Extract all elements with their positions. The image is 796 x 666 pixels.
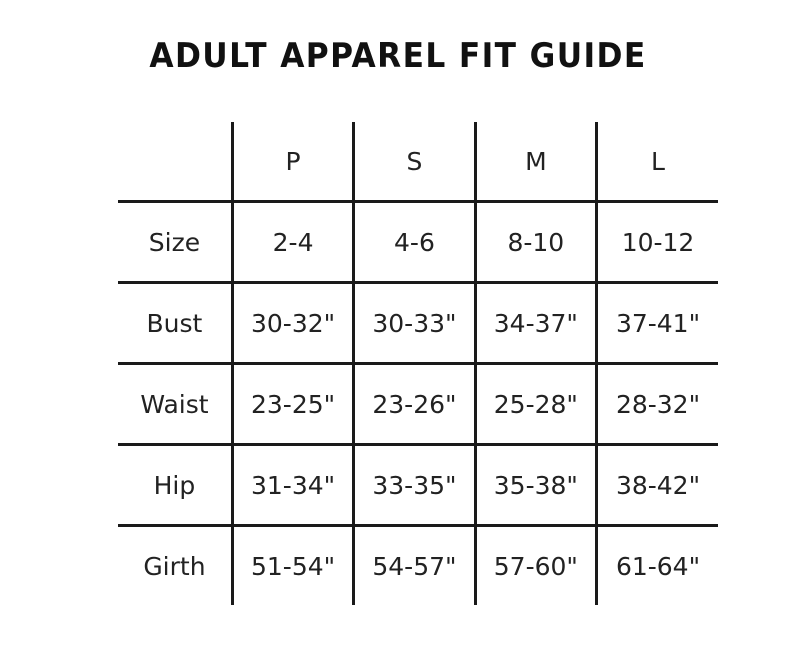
table-row [118, 526, 718, 606]
cell-bust-p: 30-32" [232, 283, 353, 364]
cell-size-s: 4-6 [354, 202, 475, 283]
table-row [118, 445, 718, 526]
table-header-row [118, 122, 718, 202]
size-chart-container [118, 122, 718, 605]
row-label-hip: Hip [118, 445, 232, 526]
table-row [118, 364, 718, 445]
table-row [118, 283, 718, 364]
column-header-l: L [597, 122, 718, 202]
cell-waist-p: 23-25" [232, 364, 353, 445]
cell-waist-l: 28-32" [597, 364, 718, 445]
cell-size-m: 8-10 [475, 202, 596, 283]
cell-girth-p: 51-54" [232, 526, 353, 606]
row-label-waist: Waist [118, 364, 232, 445]
cell-waist-s: 23-26" [354, 364, 475, 445]
cell-size-l: 10-12 [597, 202, 718, 283]
cell-bust-s: 30-33" [354, 283, 475, 364]
row-label-size: Size [118, 202, 232, 283]
row-label-girth: Girth [143, 551, 206, 581]
column-header-p: P [232, 122, 353, 202]
cell-girth-l: 61-64" [597, 526, 718, 606]
cell-waist-m: 25-28" [475, 364, 596, 445]
row-label-bust: Bust [118, 283, 232, 364]
cell-bust-m: 34-37" [475, 283, 596, 364]
cell-hip-m: 35-38" [475, 445, 596, 526]
column-header-s: S [354, 122, 475, 202]
cell-bust-l: 37-41" [597, 283, 718, 364]
column-header-m: M [475, 122, 596, 202]
cell-hip-p: 31-34" [232, 445, 353, 526]
table-row [118, 202, 718, 283]
cell-hip-l: 38-42" [597, 445, 718, 526]
cell-girth-m: 57-60" [475, 526, 596, 606]
page-title: ADULT APPAREL FIT GUIDE [149, 36, 647, 76]
cell-size-p: 2-4 [232, 202, 353, 283]
corner-cell [118, 122, 232, 202]
cell-girth-s: 54-57" [354, 526, 475, 606]
cell-hip-s: 33-35" [354, 445, 475, 526]
size-chart-table [118, 122, 718, 605]
